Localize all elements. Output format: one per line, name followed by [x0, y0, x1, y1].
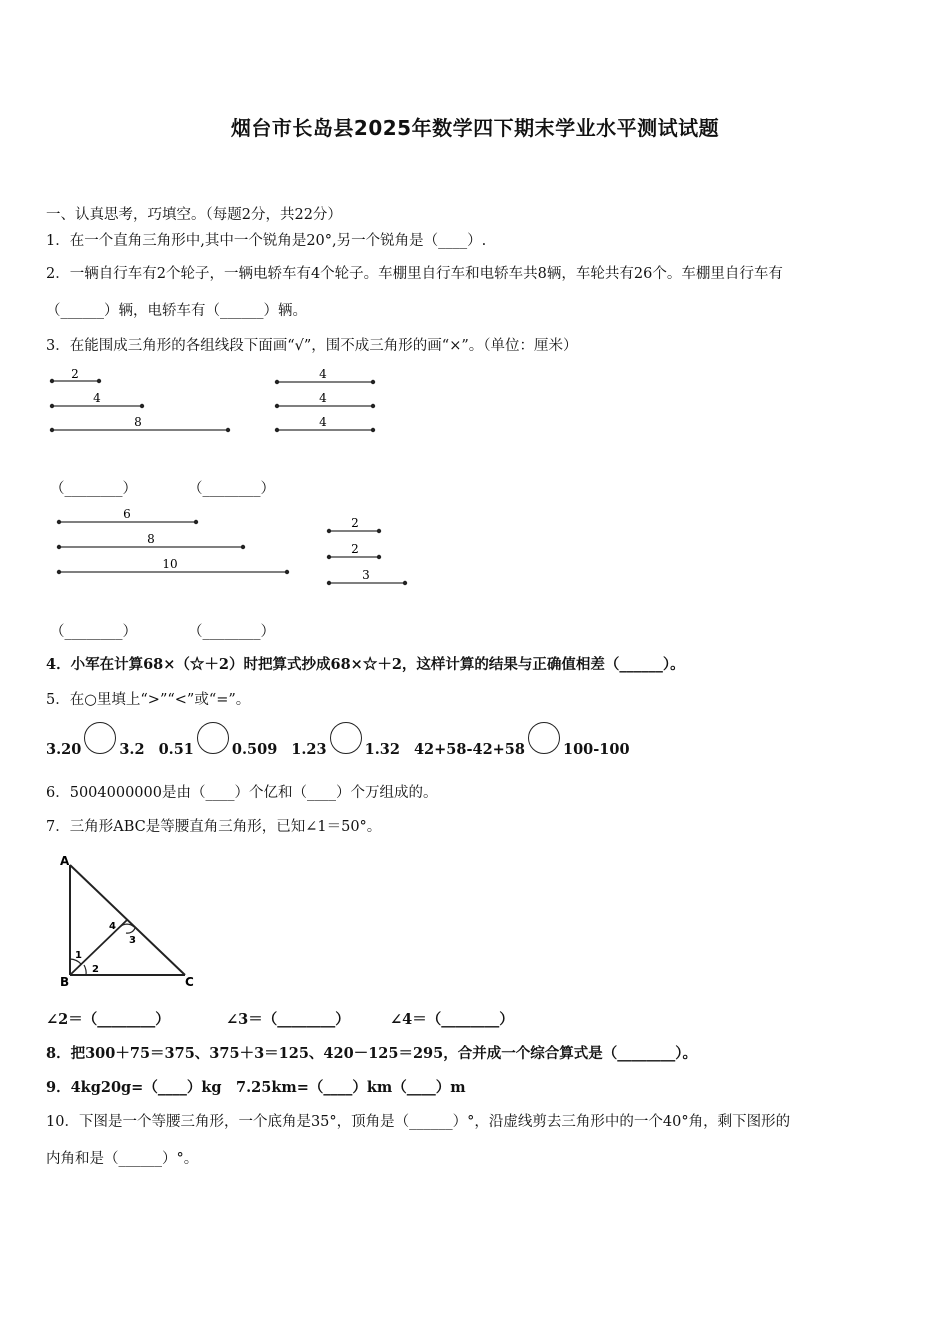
question-2-line-1: 2．一辆自行车有2个轮子，一辆电轿车有4个轮子。车棚里自行车和电轿车共8辆，车轮共有26个。车棚里自行车有: [46, 266, 783, 282]
segment-label: 4: [319, 367, 327, 381]
segment-label: 4: [319, 415, 327, 429]
angle-2-label: 2: [92, 964, 99, 975]
segment-label: 8: [134, 415, 142, 429]
segment-label: 4: [93, 391, 101, 405]
compare-right: 1.32: [364, 741, 400, 758]
angle-3-answer[interactable]: ∠3＝（________）: [226, 1011, 350, 1028]
vertex-b-label: B: [60, 975, 70, 989]
question-6: 6．5004000000是由（____）个亿和（____）个万组成的。: [46, 785, 438, 801]
question-3: 3．在能围成三角形的各组线段下面画“√”，围不成三角形的画“×”。（单位：厘米）: [46, 338, 578, 354]
compare-left: 3.20: [46, 741, 82, 758]
compare-circle[interactable]: [84, 722, 116, 754]
question-9: 9．4kg20g=（____）kg 7.25km=（____）km（____）m: [46, 1079, 466, 1096]
compare-right: 100-100: [562, 741, 630, 758]
answer-blank-1[interactable]: （________）: [50, 481, 137, 497]
question-8: 8．把300＋75＝375、375＋3＝125、420－125＝295，合并成一个综合算式是（________）。: [46, 1045, 697, 1062]
vertex-c-label: C: [185, 975, 194, 989]
compare-circle[interactable]: [528, 722, 560, 754]
compare-circle[interactable]: [197, 722, 229, 754]
segment-label: 8: [147, 532, 155, 546]
angle-4-label: 4: [109, 921, 116, 932]
compare-left: 1.23: [291, 741, 327, 758]
comparison-row: [46, 718, 630, 758]
compare-right: 3.2: [119, 741, 145, 758]
segment-label: 3: [362, 568, 370, 582]
segment-group-4: [318, 513, 418, 593]
question-10-line-1: 10．下图是一个等腰三角形，一个底角是35°，顶角是（______）°，沿虚线剪去三角形中的一个40°角，剩下图形的: [46, 1114, 791, 1130]
page-title: 烟台市长岛县2025年数学四下期末学业水平测试试题: [230, 116, 720, 140]
compare-circle[interactable]: [330, 722, 362, 754]
segment-group-3: [46, 503, 306, 583]
question-5: 5．在○里填上“>”“<”或“=”。: [46, 692, 251, 708]
compare-left: 42+58-42+58: [413, 741, 525, 758]
vertex-a-label: A: [60, 854, 70, 868]
segment-label: 2: [71, 367, 79, 381]
segment-label: 2: [351, 542, 359, 556]
angle-4-answer[interactable]: ∠4＝（________）: [390, 1011, 514, 1028]
angle-2-answer[interactable]: ∠2＝（________）: [46, 1011, 170, 1028]
answer-blank-2[interactable]: （________）: [188, 481, 275, 497]
question-1: 1．在一个直角三角形中,其中一个锐角是20°,另一个锐角是（____）.: [46, 233, 487, 249]
section-heading: 一、认真思考，巧填空。（每题2分，共22分）: [46, 207, 342, 223]
compare-left: 0.51: [158, 741, 194, 758]
answer-blank-3[interactable]: （________）: [50, 624, 137, 640]
segment-group-2: [265, 362, 395, 442]
angle-3-label: 3: [129, 935, 136, 946]
question-4: 4．小军在计算68×（☆＋2）时把算式抄成68×☆＋2，这样计算的结果与正确值相差（______）。: [46, 656, 685, 673]
question-7: 7．三角形ABC是等腰直角三角形，已知∠1＝50°。: [46, 819, 382, 835]
angle-1-label: 1: [75, 950, 82, 961]
compare-right: 0.509: [231, 741, 278, 758]
segment-group-1: [40, 362, 250, 442]
triangle-abc-figure: [50, 848, 210, 993]
segment-label: 6: [123, 507, 131, 521]
segment-label: 10: [162, 557, 178, 571]
question-10-line-2: 内角和是（______）°。: [46, 1151, 199, 1167]
question-2-line-2: （______）辆，电轿车有（______）辆。: [46, 303, 307, 319]
segment-label: 2: [351, 516, 359, 530]
segment-label: 4: [319, 391, 327, 405]
answer-blank-4[interactable]: （________）: [188, 624, 275, 640]
